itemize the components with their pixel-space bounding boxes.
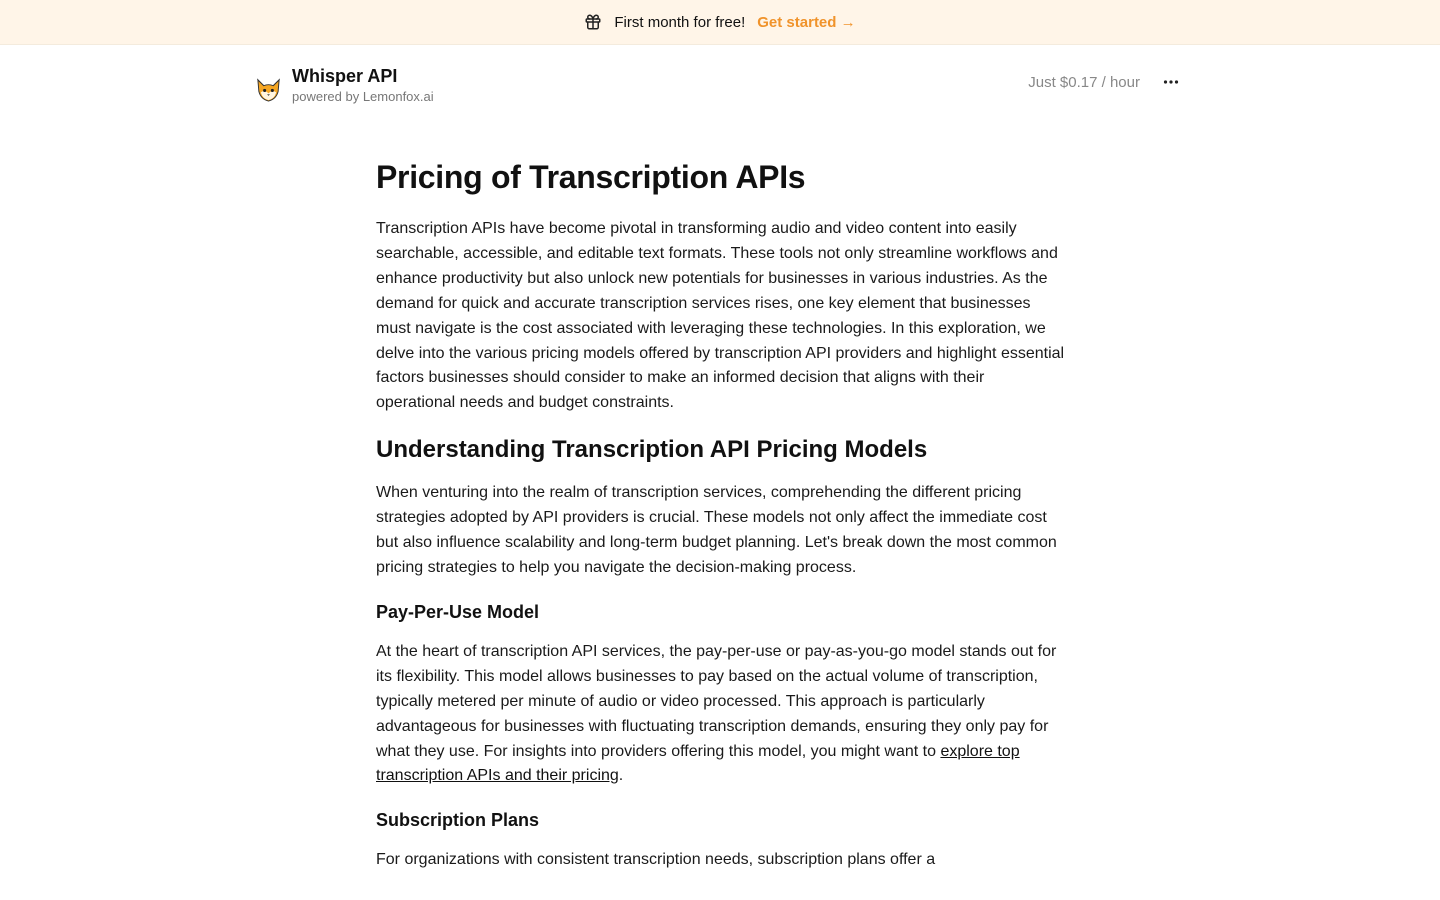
- promo-text: First month for free!: [614, 13, 746, 31]
- article: [376, 155, 1066, 873]
- explore-apis-link[interactable]: explore top transcription APIs and their pricing: [376, 742, 1020, 785]
- site-header: [0, 45, 1440, 125]
- page-title: Pricing of Transcription APIs: [376, 159, 806, 195]
- more-dots-icon[interactable]: [1162, 73, 1180, 91]
- pay-per-use-end: .: [618, 767, 624, 785]
- brand[interactable]: [255, 65, 434, 104]
- header-right: [1028, 73, 1180, 91]
- fox-icon: [255, 76, 282, 103]
- heading-pricing-models: Understanding Transcription API Pricing Models: [376, 436, 928, 464]
- brand-name: Whisper API: [292, 66, 398, 86]
- heading-subscription-plans: Subscription Plans: [376, 810, 540, 831]
- get-started-link[interactable]: Get started →: [757, 13, 856, 31]
- brand-text: [292, 65, 434, 104]
- gift-icon: [584, 13, 602, 31]
- promo-banner: [0, 0, 1440, 45]
- subscription-paragraph: For organizations with consistent transcription needs, subscription plans offer a: [376, 851, 936, 869]
- brand-subtitle: powered by Lemonfox.ai: [292, 89, 434, 104]
- pay-per-use-paragraph: [376, 640, 1066, 789]
- intro-paragraph: Transcription APIs have become pivotal in transforming audio and video content into easily searchable, accessible, and editable text formats. These tools not only streamline workflows and enhance productivity but also unlock new potentials for businesses in various industries. As the demand for quick and accurate transcription services rises, one key element that businesses must navigate is the cost associated with leveraging these technologies. In this exploration, we delve into the various pricing models offered by transcription API providers and highlight essential factors businesses should consider to make an informed decision that aligns with their operational needs and budget constraints.: [376, 220, 1065, 412]
- pricing-models-paragraph: When venturing into the realm of transcription services, comprehending the different pricing strategies adopted by API providers is crucial. These models not only affect the immediate cost but also influence scalability and long-term budget planning. Let's break down the most common pricing strategies to help you navigate the decision-making process.: [376, 484, 1057, 576]
- pay-per-use-text: At the heart of transcription API services, the pay-per-use or pay-as-you-go model stands out for its flexibility. This model allows businesses to pay based on the actual volume of transcription, typically metered per minute of audio or video processed. This approach is particularly advantageous for businesses with fluctuating transcription demands, ensuring they only pay for what they use. For insights into providers offering this model, you might want to: [376, 642, 1057, 760]
- heading-pay-per-use: Pay-Per-Use Model: [376, 601, 540, 622]
- price-note: Just $0.17 / hour: [1028, 73, 1140, 91]
